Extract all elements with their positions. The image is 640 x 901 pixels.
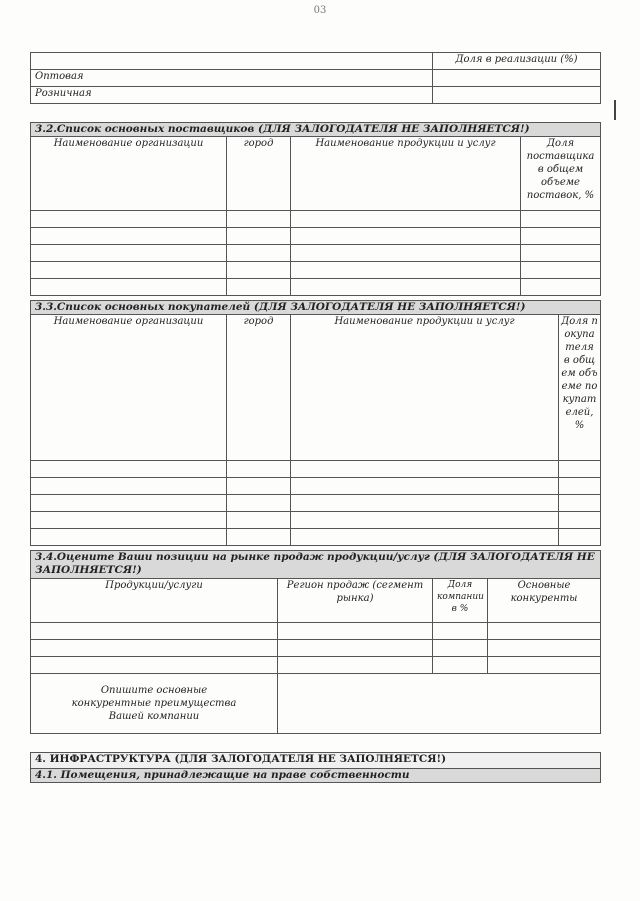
- wholesale-share-input[interactable]: [433, 70, 601, 87]
- buyers-table: [30, 300, 601, 546]
- col-competitors: Основные конкуренты: [488, 579, 601, 623]
- col-city: город: [227, 315, 291, 461]
- buyers-title: 3.3.Список основных покупателей (ДЛЯ ЗАЛОГОДАТЕЛЯ НЕ ЗАПОЛНЯЕТСЯ!): [31, 301, 601, 315]
- table-row: [31, 262, 601, 279]
- table-row: [31, 245, 601, 262]
- advantages-label: Опишите основные конкурентные преимущества Вашей компании: [31, 674, 278, 734]
- col-org: Наименование организации: [31, 315, 227, 461]
- advantages-input[interactable]: [278, 674, 601, 734]
- table-row: [31, 529, 601, 546]
- realization-table: [30, 52, 601, 104]
- suppliers-table: [30, 122, 601, 296]
- col-products: Наименование продукции и услуг: [291, 315, 559, 461]
- retail-share-input[interactable]: [433, 87, 601, 104]
- infrastructure-table: [30, 752, 601, 783]
- empty-cell: [31, 53, 433, 70]
- page-number: 03: [313, 5, 327, 16]
- table-row: [31, 211, 601, 228]
- infrastructure-title: 4. ИНФРАСТРУКТУРА (ДЛЯ ЗАЛОГОДАТЕЛЯ НЕ ЗАПОЛНЯЕТСЯ!): [31, 753, 601, 769]
- table-row: [31, 279, 601, 296]
- table-row: [31, 478, 601, 495]
- table-row: [31, 657, 601, 674]
- table-row: [31, 512, 601, 529]
- col-products: Наименование продукции и услуг: [291, 137, 521, 211]
- col-org: Наименование организации: [31, 137, 227, 211]
- col-share: Доля компании в %: [433, 579, 488, 623]
- table-row: [31, 228, 601, 245]
- table-row: [31, 640, 601, 657]
- suppliers-title: 3.2.Список основных поставщиков (ДЛЯ ЗАЛОГОДАТЕЛЯ НЕ ЗАПОЛНЯЕТСЯ!): [31, 123, 601, 137]
- col-region: Регион продаж (сегмент рынка): [278, 579, 433, 623]
- table-row: [31, 461, 601, 478]
- share-header: Доля в реализации (%): [433, 53, 601, 70]
- col-products: Продукции/услуги: [31, 579, 278, 623]
- market-table: [30, 550, 601, 734]
- market-title: 3.4.Оцените Ваши позиции на рынке продаж продукции/услуг (ДЛЯ ЗАЛОГОДАТЕЛЯ НЕ ЗАПОЛНЯЕТСЯ!): [31, 551, 601, 579]
- row-retail: Розничная: [31, 87, 433, 104]
- margin-mark: [614, 100, 616, 120]
- col-city: город: [227, 137, 291, 211]
- table-row: [31, 623, 601, 640]
- col-share: Доля поставщика в общем объеме поставок, %: [521, 137, 601, 211]
- table-row: [31, 495, 601, 512]
- col-share: Доля покупателя в общем объеме покупателей, %: [559, 315, 601, 461]
- row-wholesale: Оптовая: [31, 70, 433, 87]
- infrastructure-subtitle: 4.1. Помещения, принадлежащие на праве собственности: [31, 769, 601, 783]
